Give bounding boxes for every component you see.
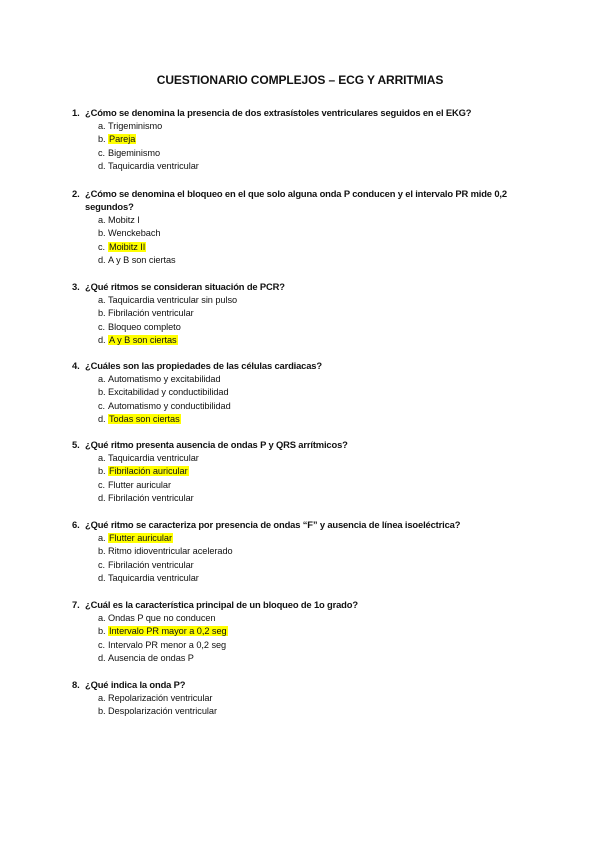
question-text (72, 518, 522, 531)
question-2 (72, 187, 522, 268)
option-d (72, 413, 522, 426)
question-8 (72, 678, 522, 719)
option-letter: c. (98, 479, 106, 490)
question-number: 4. (72, 360, 80, 371)
option-letter: b. (98, 706, 106, 717)
option-letter: b. (98, 466, 106, 477)
question-label: ¿Cuáles son las propiedades de las células cardiacas? (85, 360, 322, 371)
question-label: ¿Cuál es la característica principal de un bloqueo de 1o grado? (85, 599, 358, 610)
option-letter: a. (98, 374, 106, 384)
option-list (72, 452, 522, 506)
option-letter: b. (98, 308, 106, 319)
question-text (72, 598, 522, 611)
question-text (72, 359, 522, 372)
option-letter: b. (98, 626, 106, 637)
option-c (72, 321, 522, 334)
option-list (72, 612, 522, 666)
option-text: Repolarización ventricular (108, 693, 213, 703)
question-4 (72, 359, 522, 427)
option-text: Bigeminismo (108, 147, 161, 158)
question-5 (72, 438, 522, 506)
question-number: 6. (72, 519, 80, 530)
question-number: 8. (72, 679, 80, 690)
option-letter: a. (98, 295, 106, 305)
option-text: Ausencia de ondas P (108, 653, 194, 664)
option-text: Trigeminismo (108, 121, 163, 131)
option-b (72, 386, 522, 399)
option-text: Fibrilación ventricular (108, 493, 194, 504)
option-c (72, 479, 522, 492)
option-text-highlighted: Pareja (109, 134, 136, 145)
option-letter: d. (98, 255, 106, 266)
option-text: Bloqueo completo (108, 321, 181, 332)
option-text: Taquicardia ventricular (108, 573, 199, 584)
option-letter: d. (98, 653, 106, 664)
option-letter: d. (98, 414, 106, 425)
option-list (72, 120, 522, 174)
option-letter: c. (98, 559, 106, 570)
option-text: Despolarización ventricular (108, 706, 217, 717)
question-number: 2. (72, 188, 80, 199)
option-letter: c. (98, 639, 106, 650)
option-list (72, 294, 522, 348)
option-d (72, 492, 522, 505)
question-3 (72, 280, 522, 348)
option-letter: d. (98, 493, 106, 504)
option-c (72, 147, 522, 160)
option-a (72, 294, 522, 307)
question-number: 7. (72, 599, 80, 610)
question-6 (72, 518, 522, 586)
option-letter: b. (98, 134, 106, 145)
option-c (72, 400, 522, 413)
question-7 (72, 598, 522, 666)
question-label: ¿Cómo se denomina el bloqueo en el que solo alguna onda P conducen y el intervalo PR mide 0,2 segundos? (85, 188, 507, 212)
option-letter: d. (98, 335, 106, 346)
option-text: Ritmo idioventricular acelerado (108, 546, 233, 557)
question-label: ¿Qué ritmo se caracteriza por presencia de ondas “F” y ausencia de línea isoeléctrica? (85, 519, 461, 530)
question-number: 3. (72, 281, 80, 292)
option-b (72, 545, 522, 558)
option-b (72, 133, 522, 146)
option-a (72, 452, 522, 465)
option-text: Fibrilación ventricular (108, 559, 194, 570)
option-letter: b. (98, 387, 106, 398)
question-number: 1. (72, 107, 80, 118)
option-a (72, 120, 522, 133)
question-label: ¿Qué indica la onda P? (85, 679, 186, 690)
option-d (72, 334, 522, 347)
option-letter: a. (98, 533, 106, 543)
option-text-highlighted: Fibrilación auricular (109, 466, 188, 477)
option-d (72, 254, 522, 267)
option-text: Mobitz I (108, 215, 140, 225)
option-a (72, 373, 522, 386)
option-letter: d. (98, 161, 106, 172)
option-text-highlighted: Flutter auricular (109, 533, 172, 543)
option-b (72, 227, 522, 240)
question-label: ¿Qué ritmos se consideran situación de PCR? (85, 281, 285, 292)
option-c (72, 639, 522, 652)
option-text: Flutter auricular (108, 479, 171, 490)
question-text (72, 438, 522, 451)
question-text (72, 280, 522, 293)
option-text: Automatismo y conductibilidad (108, 400, 231, 411)
option-b (72, 307, 522, 320)
option-b (72, 465, 522, 478)
option-letter: c. (98, 147, 106, 158)
option-letter: a. (98, 693, 106, 703)
option-letter: c. (98, 321, 106, 332)
option-text: Wenckebach (108, 228, 161, 239)
option-letter: c. (98, 400, 106, 411)
option-a (72, 532, 522, 545)
option-letter: a. (98, 613, 106, 623)
option-c (72, 241, 522, 254)
option-list (72, 532, 522, 586)
option-a (72, 692, 522, 705)
option-letter: a. (98, 215, 106, 225)
option-text: Taquicardia ventricular (108, 453, 199, 463)
option-list (72, 214, 522, 268)
option-letter: a. (98, 121, 106, 131)
option-text: Excitabilidad y conductibilidad (108, 387, 229, 398)
question-text (72, 187, 522, 213)
option-text-highlighted: Moibitz II (109, 241, 146, 252)
option-letter: a. (98, 453, 106, 463)
option-text: Fibrilación ventricular (108, 308, 194, 319)
option-text: Ondas P que no conducen (108, 613, 216, 623)
question-1 (72, 106, 522, 174)
option-d (72, 572, 522, 585)
option-text-highlighted: Todas son ciertas (109, 414, 180, 425)
question-number: 5. (72, 439, 80, 450)
question-label: ¿Qué ritmo presenta ausencia de ondas P y QRS arrítmicos? (85, 439, 348, 450)
option-text-highlighted: Intervalo PR mayor a 0,2 seg (109, 626, 227, 637)
option-list (72, 373, 522, 427)
option-letter: b. (98, 228, 106, 239)
option-list (72, 692, 522, 719)
option-letter: b. (98, 546, 106, 557)
option-d (72, 160, 522, 173)
option-letter: c. (98, 241, 106, 252)
option-a (72, 612, 522, 625)
option-a (72, 214, 522, 227)
option-text: Taquicardia ventricular sin pulso (108, 295, 238, 305)
option-text: A y B son ciertas (108, 255, 176, 266)
option-text: Intervalo PR menor a 0,2 seg (108, 639, 227, 650)
option-d (72, 652, 522, 665)
option-text: Taquicardia ventricular (108, 161, 199, 172)
question-text (72, 106, 522, 119)
question-label: ¿Cómo se denomina la presencia de dos extrasístoles ventriculares seguidos en el EKG? (85, 107, 472, 118)
option-letter: d. (98, 573, 106, 584)
option-text-highlighted: A y B son ciertas (109, 335, 177, 346)
option-b (72, 705, 522, 718)
option-c (72, 559, 522, 572)
document-title: CUESTIONARIO COMPLEJOS – ECG Y ARRITMIAS (156, 73, 444, 87)
option-b (72, 625, 522, 638)
question-text (72, 678, 522, 691)
option-text: Automatismo y excitabilidad (108, 374, 221, 384)
